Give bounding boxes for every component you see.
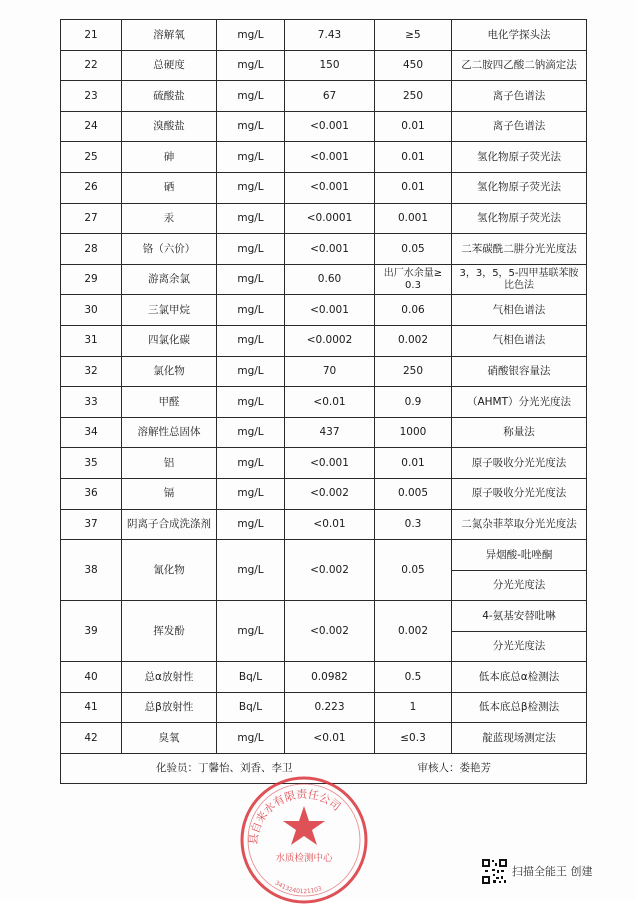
limit-cell: 0.01: [375, 172, 452, 203]
method-cell: 硝酸银容量法: [452, 356, 587, 387]
method-cell: [452, 264, 587, 295]
table-row: [61, 478, 587, 509]
result-cell: <0.001: [285, 111, 375, 142]
item-name: 臭氧: [122, 723, 217, 754]
row-number: 40: [61, 662, 122, 693]
method-cell: 离子色谱法: [452, 81, 587, 112]
table-row: [61, 264, 587, 295]
limit-cell: ≥5: [375, 20, 452, 51]
row-number: 35: [61, 448, 122, 479]
item-name: 砷: [122, 142, 217, 173]
unit-cell: mg/L: [217, 295, 285, 326]
row-number: 26: [61, 172, 122, 203]
row-number: 33: [61, 387, 122, 418]
unit-cell: mg/L: [217, 417, 285, 448]
row-number: 25: [61, 142, 122, 173]
limit-cell: 0.002: [375, 601, 452, 662]
method-cell: 异烟酸-吡唑酮: [452, 540, 587, 571]
result-cell: 0.223: [285, 692, 375, 723]
row-number: 21: [61, 20, 122, 51]
reviewer-label: 审核人：娄艳芳: [417, 762, 491, 775]
method-cell: 气相色谱法: [452, 295, 587, 326]
row-number: 42: [61, 723, 122, 754]
result-cell: <0.0002: [285, 325, 375, 356]
result-cell: 70: [285, 356, 375, 387]
limit-cell: 0.01: [375, 142, 452, 173]
method-cell: 二氮杂菲萃取分光光度法: [452, 509, 587, 540]
limit-cell: 0.002: [375, 325, 452, 356]
method-cell: 靛蓝现场测定法: [452, 723, 587, 754]
item-name: 总硬度: [122, 50, 217, 81]
method-line: 比色法: [504, 279, 534, 291]
item-name: 游离余氯: [122, 264, 217, 295]
item-name: 铬（六价）: [122, 234, 217, 265]
row-number: 24: [61, 111, 122, 142]
limit-cell: ≤0.3: [375, 723, 452, 754]
method-cell: 原子吸收分光光度法: [452, 478, 587, 509]
item-name: 镉: [122, 478, 217, 509]
star-icon: [283, 806, 325, 845]
table-row: [61, 387, 587, 418]
unit-cell: mg/L: [217, 20, 285, 51]
svg-text:县自来水有限责任公司: 县自来水有限责任公司: [246, 787, 344, 846]
limit-cell: 1000: [375, 417, 452, 448]
item-name: 阴离子合成洗涤剂: [122, 509, 217, 540]
table-row: [61, 325, 587, 356]
unit-cell: mg/L: [217, 50, 285, 81]
row-number: 34: [61, 417, 122, 448]
svg-text:水质检测中心: 水质检测中心: [275, 853, 333, 864]
method-cell: 氢化物原子荧光法: [452, 203, 587, 234]
limit-cell: 0.9: [375, 387, 452, 418]
unit-cell: mg/L: [217, 203, 285, 234]
row-number: 29: [61, 264, 122, 295]
limit-line: 出厂水余量≥: [383, 267, 443, 279]
result-cell: <0.002: [285, 540, 375, 601]
item-name: 三氯甲烷: [122, 295, 217, 326]
row-number: 30: [61, 295, 122, 326]
result-cell: <0.01: [285, 723, 375, 754]
result-cell: 0.60: [285, 264, 375, 295]
method-line: 3，3，5，5-四甲基联苯胺: [459, 267, 579, 279]
method-cell: 原子吸收分光光度法: [452, 448, 587, 479]
unit-cell: mg/L: [217, 387, 285, 418]
table-row: [61, 356, 587, 387]
limit-cell: 0.005: [375, 478, 452, 509]
table-row: [61, 111, 587, 142]
qr-code-icon: [481, 858, 508, 885]
result-cell: <0.01: [285, 509, 375, 540]
table-row: [61, 295, 587, 326]
unit-cell: mg/L: [217, 540, 285, 601]
table-row: [61, 448, 587, 479]
table-row: [61, 723, 587, 754]
limit-cell: 0.3: [375, 509, 452, 540]
item-name: 挥发酚: [122, 601, 217, 662]
limit-cell: 0.01: [375, 111, 452, 142]
unit-cell: mg/L: [217, 478, 285, 509]
table-row: [61, 601, 587, 632]
result-cell: <0.001: [285, 172, 375, 203]
result-cell: <0.001: [285, 448, 375, 479]
limit-cell: 250: [375, 81, 452, 112]
table-row: [61, 203, 587, 234]
method-cell: 氢化物原子荧光法: [452, 172, 587, 203]
limit-cell: [375, 264, 452, 295]
item-name: 氯化物: [122, 356, 217, 387]
table-row: [61, 234, 587, 265]
table-row: [61, 417, 587, 448]
result-cell: <0.001: [285, 142, 375, 173]
table-row: [61, 172, 587, 203]
limit-cell: 250: [375, 356, 452, 387]
row-number: 28: [61, 234, 122, 265]
table-row: [61, 20, 587, 51]
item-name: 氰化物: [122, 540, 217, 601]
result-cell: <0.0001: [285, 203, 375, 234]
item-name: 硫酸盐: [122, 81, 217, 112]
table-row: [61, 509, 587, 540]
method-cell: 分光光度法: [452, 570, 587, 601]
limit-line: 0.3: [405, 279, 421, 291]
official-seal: [237, 773, 371, 907]
unit-cell: mg/L: [217, 234, 285, 265]
svg-text:3413240121103: 3413240121103: [273, 879, 323, 896]
method-cell: 乙二胺四乙酸二钠滴定法: [452, 50, 587, 81]
row-number: 23: [61, 81, 122, 112]
testers-label: 化验员：丁馨怡、刘香、李卫: [156, 762, 293, 775]
method-cell: 气相色谱法: [452, 325, 587, 356]
unit-cell: mg/L: [217, 142, 285, 173]
method-cell: 4-氨基安替吡啉: [452, 601, 587, 632]
method-cell: （AHMT）分光光度法: [452, 387, 587, 418]
row-number: 37: [61, 509, 122, 540]
water-quality-table: [60, 19, 587, 784]
unit-cell: mg/L: [217, 325, 285, 356]
result-cell: 0.0982: [285, 662, 375, 693]
method-cell: 低本底总α检测法: [452, 662, 587, 693]
row-number: 32: [61, 356, 122, 387]
limit-cell: 0.05: [375, 234, 452, 265]
item-name: 铝: [122, 448, 217, 479]
row-number: 27: [61, 203, 122, 234]
row-number: 39: [61, 601, 122, 662]
unit-cell: mg/L: [217, 509, 285, 540]
item-name: 溶解性总固体: [122, 417, 217, 448]
limit-cell: 0.01: [375, 448, 452, 479]
table-row: [61, 142, 587, 173]
method-cell: 称量法: [452, 417, 587, 448]
result-cell: 437: [285, 417, 375, 448]
result-cell: 67: [285, 81, 375, 112]
result-cell: <0.01: [285, 387, 375, 418]
unit-cell: mg/L: [217, 264, 285, 295]
limit-cell: 450: [375, 50, 452, 81]
unit-cell: mg/L: [217, 601, 285, 662]
result-cell: <0.001: [285, 234, 375, 265]
row-number: 22: [61, 50, 122, 81]
unit-cell: mg/L: [217, 448, 285, 479]
limit-cell: 0.001: [375, 203, 452, 234]
table-row: [61, 540, 587, 571]
limit-cell: 0.05: [375, 540, 452, 601]
result-cell: <0.001: [285, 295, 375, 326]
item-name: 四氯化碳: [122, 325, 217, 356]
unit-cell: Bq/L: [217, 662, 285, 693]
item-name: 溶解氧: [122, 20, 217, 51]
table-row: [61, 692, 587, 723]
limit-cell: 0.06: [375, 295, 452, 326]
method-cell: 氢化物原子荧光法: [452, 142, 587, 173]
scan-app-label: 扫描全能王 创建: [512, 865, 593, 878]
item-name: 总β放射性: [122, 692, 217, 723]
unit-cell: mg/L: [217, 723, 285, 754]
limit-cell: 1: [375, 692, 452, 723]
method-cell: 分光光度法: [452, 631, 587, 662]
row-number: 38: [61, 540, 122, 601]
item-name: 总α放射性: [122, 662, 217, 693]
limit-cell: 0.5: [375, 662, 452, 693]
method-cell: 离子色谱法: [452, 111, 587, 142]
unit-cell: mg/L: [217, 81, 285, 112]
result-cell: <0.002: [285, 478, 375, 509]
item-name: 溴酸盐: [122, 111, 217, 142]
table-row: [61, 662, 587, 693]
row-number: 36: [61, 478, 122, 509]
unit-cell: Bq/L: [217, 692, 285, 723]
row-number: 41: [61, 692, 122, 723]
item-name: 甲醛: [122, 387, 217, 418]
method-cell: 低本底总β检测法: [452, 692, 587, 723]
unit-cell: mg/L: [217, 111, 285, 142]
result-cell: <0.002: [285, 601, 375, 662]
method-cell: 二苯碳酰二肼分光光度法: [452, 234, 587, 265]
result-cell: 150: [285, 50, 375, 81]
item-name: 汞: [122, 203, 217, 234]
result-cell: 7.43: [285, 20, 375, 51]
item-name: 硒: [122, 172, 217, 203]
unit-cell: mg/L: [217, 356, 285, 387]
table-row: [61, 50, 587, 81]
table-row: [61, 81, 587, 112]
unit-cell: mg/L: [217, 172, 285, 203]
method-cell: 电化学探头法: [452, 20, 587, 51]
row-number: 31: [61, 325, 122, 356]
